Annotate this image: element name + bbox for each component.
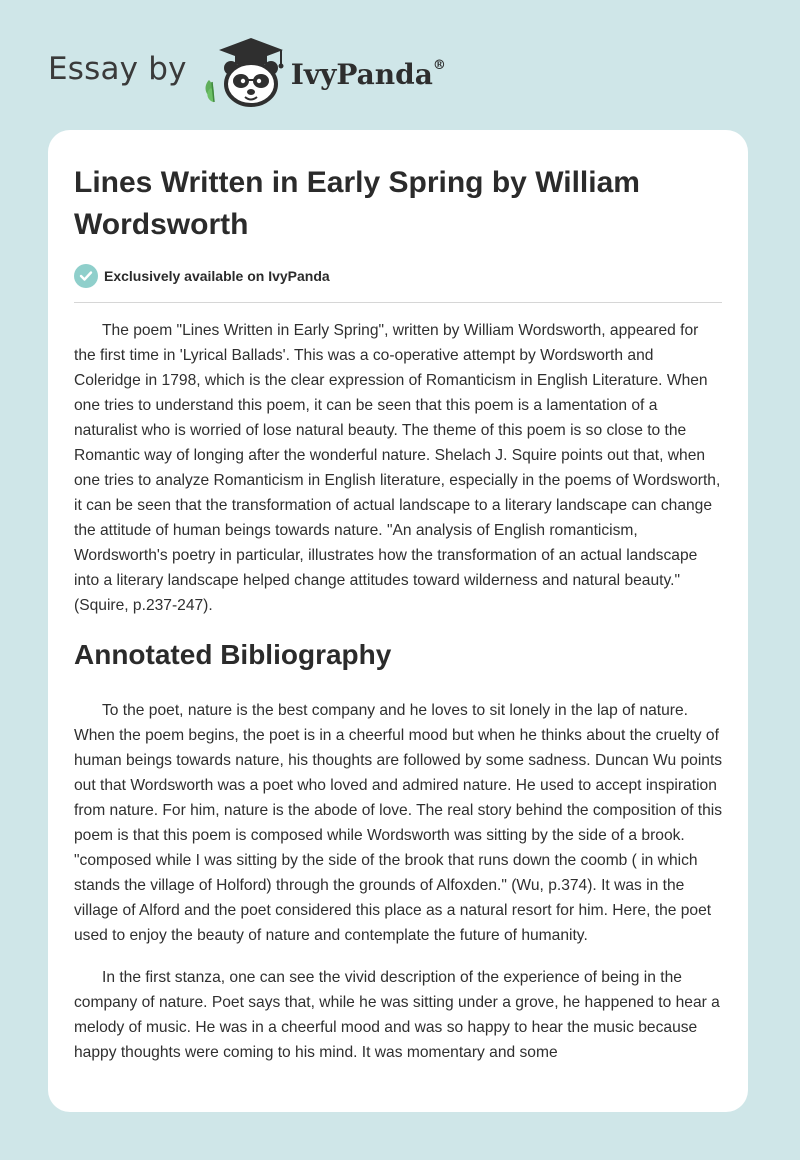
- ivypanda-logo[interactable]: [201, 36, 446, 108]
- section-heading: Annotated Bibliography: [74, 639, 392, 670]
- divider: [74, 302, 722, 303]
- brand-name: [291, 58, 446, 91]
- site-header: [48, 36, 446, 108]
- essay-body: [74, 318, 724, 1082]
- registered-mark: ®: [432, 58, 446, 74]
- essay-card: [48, 130, 748, 1112]
- essay-by-label: Essay by: [48, 51, 187, 87]
- exclusive-badge: [74, 264, 330, 288]
- paragraph-2: To the poet, nature is the best company and he loves to sit lonely in the lap of nature. When the poem begins, the poet is in a cheerful mood but when he thinks about the cruelty of human beings towards nature, his thoughts are followed by some sadness. Duncan Wu points out that Wordsworth was a poet who loved and admired nature. He used to accept inspiration from nature. For him, nature is the abode of love. The real story behind the composition of this poem is that this poem is composed while Wordsworth was sitting by the side of a brook. "composed while I was sitting by the side of the brook that runs down the coomb ( in which stands the village of Holford) through the grounds of Alfoxden." (Wu, p.374). It was in the village of Alford and the poet considered this place as a natural resort for him. Here, the poet used to enjoy the beauty of nature and contemplate the future of humanity.: [74, 702, 723, 944]
- brand-name-text: IvyPanda: [290, 57, 433, 91]
- page-title: Lines Written in Early Spring by William Wordsworth: [74, 166, 640, 241]
- check-circle-icon: [74, 264, 98, 288]
- paragraph-1: The poem "Lines Written in Early Spring", written by William Wordsworth, appeared for the first time in 'Lyrical Ballads'. This was a co-operative attempt by Wordsworth and Coleridge in 1798, which is the clear expression of Romanticism in English Literature. When one tries to understand this poem, it can be seen that this poem is a lamentation of a naturalist who is worried of lose natural beauty. The theme of this poem is so close to the Romantic way of longing after the wonderful nature. Shelach J. Squire points out that, when one tries to analyze Romanticism in English literature, especially in the poems of Wordsworth, it can be seen that the transformation of actual landscape to a literary landscape can change the attitude of human beings towards nature. "An analysis of English romanticism, Wordsworth's poetry in particular, illustrates how the transformation of an actual landscape into a literary landscape helped change attitudes toward wilderness and natural beauty." (Squire, p.237-247).: [74, 322, 721, 614]
- paragraph-3: In the first stanza, one can see the vivid description of the experience of being in the company of nature. Poet says that, while he was sitting under a grove, he happened to hear a melody of music. He was in a cheerful mood and was so happy to hear the music because happy thoughts were coming to his mind. It was momentary and some: [74, 969, 720, 1061]
- panda-graduate-logo-icon: [201, 36, 287, 108]
- exclusive-label: Exclusively available on IvyPanda: [104, 268, 330, 284]
